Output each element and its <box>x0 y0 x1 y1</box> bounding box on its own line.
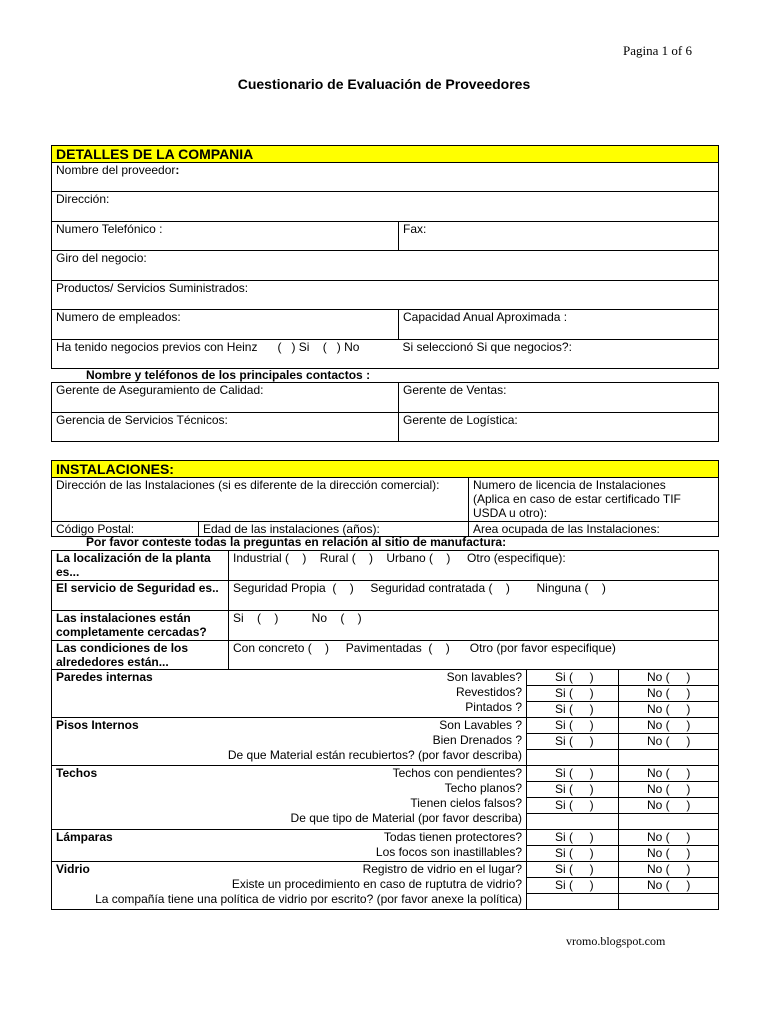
checklist-category: Vidrio <box>56 862 90 876</box>
checklist-question: De que tipo de Material (por favor describa) <box>290 811 522 825</box>
checklist-question: Bien Drenados ? <box>432 733 522 747</box>
checklist-si-option[interactable]: Si ( ) <box>527 878 618 894</box>
checklist-si-option <box>527 750 618 765</box>
checklist-no-option[interactable]: No ( ) <box>619 862 718 878</box>
checklist-si-option[interactable]: Si ( ) <box>555 846 594 860</box>
checklist-category: Techos <box>56 766 98 780</box>
business-field[interactable] <box>52 251 719 281</box>
location-options[interactable]: Industrial ( ) Rural ( ) Urbano ( ) Otro (especifique): <box>229 551 719 581</box>
page-title: Cuestionario de Evaluación de Proveedores <box>237 76 531 92</box>
checklist-question: Tienen cielos falsos? <box>410 796 522 810</box>
supplier-name-label: Nombre del proveedor <box>56 163 176 177</box>
checklist-si-option[interactable]: Si ( ) <box>527 766 618 782</box>
checklist-group <box>52 766 719 830</box>
checklist-si-column <box>527 862 619 910</box>
checklist-si-option[interactable]: Si ( ) <box>527 798 618 814</box>
checklist-si-option[interactable]: Si ( ) <box>527 670 618 686</box>
fax-label: Fax: <box>403 222 427 236</box>
checklist-group <box>52 830 719 862</box>
capacity-label: Capacidad Anual Aproximada : <box>403 310 568 324</box>
technical-services-label: Gerencia de Servicios Técnicos: <box>56 413 228 427</box>
fenced-question: Las instalaciones están completamente cercadas? <box>52 611 229 641</box>
contacts-table <box>51 382 719 442</box>
checklist-si-option[interactable]: Si ( ) <box>527 782 618 798</box>
surroundings-options[interactable]: Con concreto ( ) Pavimentadas ( ) Otro (por favor especifique) <box>229 641 719 670</box>
license-field[interactable] <box>469 478 719 522</box>
checklist-category: Pisos Internos <box>56 718 139 732</box>
page-number: Pagina 1 of 6 <box>623 43 692 58</box>
security-options[interactable]: Seguridad Propia ( ) Seguridad contratada ( ) Ninguna ( ) <box>229 581 719 611</box>
checklist-no-option <box>619 894 718 909</box>
company-details-table <box>51 145 719 369</box>
capacity-field[interactable] <box>399 310 719 340</box>
checklist-questions-cell <box>52 830 527 862</box>
checklist-si-column <box>527 766 619 830</box>
checklist-no-option[interactable]: No ( ) <box>619 734 718 750</box>
checklist-no-column <box>619 718 719 766</box>
checklist-no-option[interactable]: No ( ) <box>619 798 718 814</box>
facilities-table <box>51 460 719 537</box>
footer-source: vromo.blogspot.com <box>566 934 666 948</box>
checklist-si-option <box>527 894 618 909</box>
checklist-question: De que Material están recubiertos? (por favor describa) <box>227 748 522 762</box>
supplier-name-colon: : <box>175 163 180 177</box>
fenced-options[interactable]: Si ( ) No ( ) <box>229 611 719 641</box>
checklist-question: Techo planos? <box>444 781 522 795</box>
site-questions-table <box>51 550 719 670</box>
checklist-question: Pintados ? <box>465 700 522 714</box>
facility-address-field[interactable] <box>52 478 469 522</box>
technical-services-field[interactable] <box>52 413 399 442</box>
checklist-category: Lámparas <box>56 830 113 844</box>
checklist-group <box>52 862 719 910</box>
prior-business-field[interactable] <box>52 340 399 369</box>
checklist-si-option[interactable]: Si ( ) <box>527 862 618 878</box>
postal-code-label: Código Postal: <box>56 522 135 536</box>
checklist-no-column <box>619 766 719 830</box>
checklist-no-option[interactable]: No ( ) <box>619 718 718 734</box>
surroundings-question: Las condiciones de los alrededores están... <box>52 641 229 670</box>
supplier-name-field[interactable] <box>52 163 719 192</box>
checklist-si-column <box>527 718 619 766</box>
logistics-manager-field[interactable] <box>399 413 719 442</box>
checklist-group <box>52 718 719 766</box>
checklist-no-option <box>619 814 718 829</box>
checklist-question: Son lavables? <box>446 670 522 684</box>
checklist-no-option <box>619 750 718 765</box>
manufacturing-instruction: Por favor conteste todas la preguntas en relación al sitio de manufactura: <box>86 535 507 549</box>
checklist-no-option[interactable]: No ( ) <box>619 782 718 798</box>
license-label-1: Numero de licencia de Instalaciones <box>473 478 666 492</box>
fax-field[interactable] <box>399 222 719 251</box>
facilities-section-header: INSTALACIONES: <box>52 461 719 478</box>
checklist-si-option <box>527 814 618 829</box>
checklist-question: Los focos son inastillables? <box>375 845 522 859</box>
checklist-questions-cell <box>52 718 527 766</box>
checklist-question: Revestidos? <box>455 685 522 699</box>
quality-manager-field[interactable] <box>52 383 399 413</box>
prior-business-which-label: Si seleccionó Si que negocios?: <box>402 340 572 354</box>
checklist-no-option[interactable]: No ( ) <box>619 686 718 702</box>
products-label: Productos/ Servicios Suministrados: <box>56 281 249 295</box>
checklist-questions-cell <box>52 670 527 718</box>
checklist-no-option[interactable]: No ( ) <box>619 878 718 894</box>
checklist-si-option[interactable]: Si ( ) <box>527 734 618 750</box>
contacts-heading: Nombre y teléfonos de los principales contactos : <box>86 368 371 382</box>
business-label: Giro del negocio: <box>56 251 147 265</box>
company-section-header: DETALLES DE LA COMPANIA <box>52 146 719 163</box>
sales-manager-field[interactable] <box>399 383 719 413</box>
address-label: Dirección: <box>56 192 110 206</box>
checklist-no-column <box>619 862 719 910</box>
license-label-3: USDA u otro): <box>473 506 548 520</box>
checklist-questions-cell <box>52 766 527 830</box>
checklist-question: Registro de vidrio en el lugar? <box>362 862 522 876</box>
facility-age-label: Edad de las instalaciones (años): <box>203 522 380 536</box>
checklist-no-option[interactable]: No ( ) <box>647 702 691 716</box>
checklist-questions-cell <box>52 862 527 910</box>
checklist-no-option[interactable]: No ( ) <box>619 670 718 686</box>
facility-area-label: Area ocupada de las Instalaciones: <box>473 522 660 536</box>
prior-business-which-field[interactable] <box>399 340 719 369</box>
checklist-si-option[interactable]: Si ( ) <box>527 686 618 702</box>
checklist-no-option[interactable]: No ( ) <box>647 846 691 860</box>
checklist-question: Techos con pendientes? <box>392 766 522 780</box>
sales-manager-label: Gerente de Ventas: <box>403 383 507 397</box>
facility-address-label: Dirección de las Instalaciones (si es diferente de la dirección comercial): <box>56 478 440 492</box>
checklist-question: La compañía tiene una política de vidrio por escrito? (por favor anexe la política) <box>95 892 522 906</box>
security-question: El servicio de Seguridad es.. <box>52 581 229 611</box>
location-question: La localización de la planta es... <box>52 551 229 581</box>
checklist-si-option[interactable]: Si ( ) <box>527 830 618 846</box>
checklist-no-column <box>619 670 719 718</box>
quality-manager-label: Gerente de Aseguramiento de Calidad: <box>56 383 264 397</box>
checklist-question: Todas tienen protectores? <box>383 830 522 844</box>
checklist-category: Paredes internas <box>56 670 153 684</box>
checklist-si-column <box>527 830 619 862</box>
employees-label: Numero de empleados: <box>56 310 181 324</box>
checklist-group <box>52 670 719 718</box>
address-field[interactable] <box>52 192 719 222</box>
license-label-2: (Aplica en caso de estar certificado TIF <box>473 492 681 506</box>
phone-field[interactable] <box>52 222 399 251</box>
checklist-no-option[interactable]: No ( ) <box>619 830 718 846</box>
checklist-question: Existe un procedimiento en caso de ruptutra de vidrio? <box>231 877 522 891</box>
phone-label: Numero Telefónico : <box>56 222 163 236</box>
checklist-si-option[interactable]: Si ( ) <box>555 702 594 716</box>
employees-field[interactable] <box>52 310 399 340</box>
checklist-question: Son Lavables ? <box>439 718 522 732</box>
logistics-manager-label: Gerente de Logística: <box>403 413 518 427</box>
checklist-si-option[interactable]: Si ( ) <box>527 718 618 734</box>
checklist-table <box>51 669 719 910</box>
prior-business-label: Ha tenido negocios previos con Heinz ( ) Si ( ) No <box>56 340 360 354</box>
checklist-no-option[interactable]: No ( ) <box>619 766 718 782</box>
checklist-no-column <box>619 830 719 862</box>
products-field[interactable] <box>52 281 719 310</box>
checklist-si-column <box>527 670 619 718</box>
